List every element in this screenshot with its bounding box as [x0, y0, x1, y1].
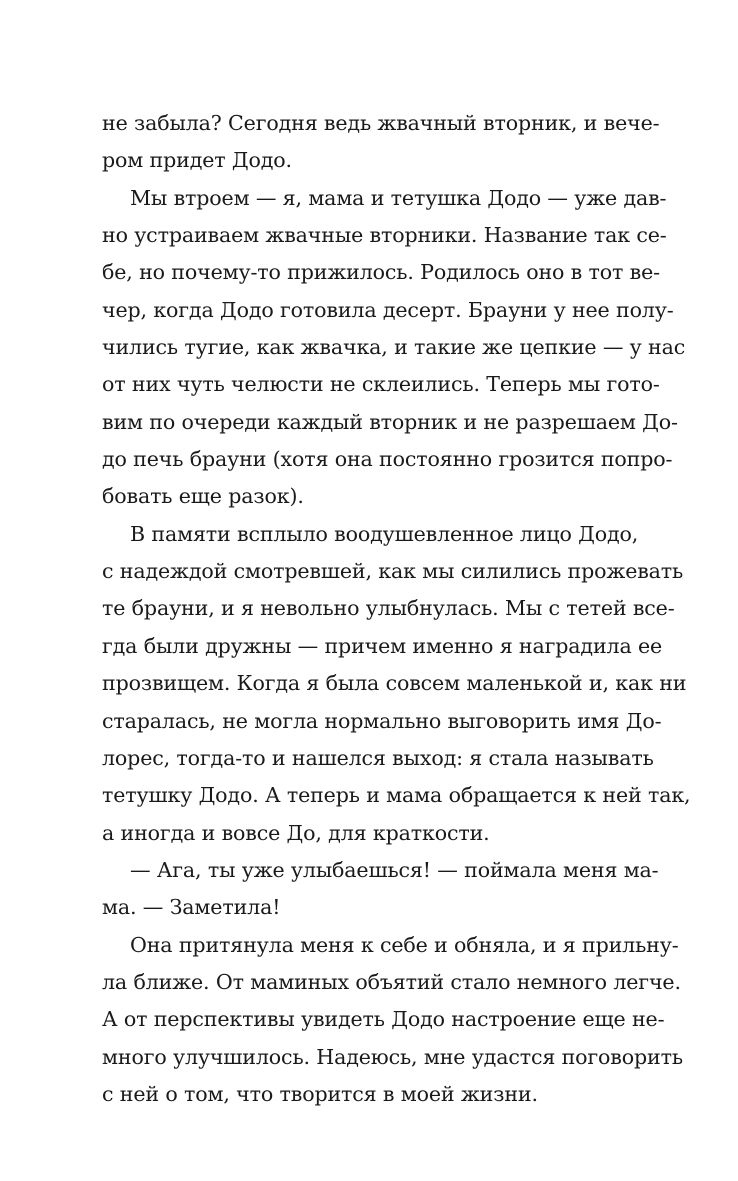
- text-line: старалась, не могла нормально выговорить имя До-: [102, 708, 662, 733]
- text-line: те брауни, и я невольно улыбнулась. Мы с тетей все-: [102, 596, 675, 621]
- text-line: А от перспективы увидеть Додо настроение еще не-: [102, 1007, 665, 1032]
- text-line: тетушку Додо. А теперь и мама обращается к ней так,: [102, 783, 691, 808]
- text-line: гда были дружны — причем именно я наградила ее: [102, 633, 663, 658]
- text-line: чились тугие, как жвачка, и такие же цепкие — у нас: [102, 335, 686, 360]
- paragraph: [102, 927, 683, 1114]
- text-line: с надеждой смотревшей, как мы силились прожевать: [102, 559, 684, 584]
- text-line: — Ага, ты уже улыбаешься! — поймала меня ма-: [130, 857, 659, 882]
- text-line: вим по очереди каждый вторник и не разрешаем До-: [102, 409, 678, 434]
- text-line: не забыла? Сегодня ведь жвачный вторник, и вече-: [102, 111, 660, 135]
- text-line: до печь брауни (хотя она постоянно грозится попро-: [102, 447, 673, 472]
- text-line: ла ближе. От маминых объятий стало немного легче.: [102, 969, 681, 994]
- paragraph: [102, 105, 660, 180]
- text-line: с ней о том, что творится в моей жизни.: [102, 1081, 538, 1106]
- paragraph: [102, 516, 691, 852]
- text-line: ма. — Заметила!: [102, 895, 281, 920]
- text-line: Она притянула меня к себе и обняла, и я прильну-: [130, 932, 679, 957]
- text-line: бовать еще разок).: [102, 484, 304, 509]
- text-line: чер, когда Додо готовила десерт. Брауни у нее полу-: [102, 297, 674, 322]
- text-line: Мы втроем — я, мама и тетушка Додо — уже дав-: [130, 185, 667, 210]
- text-line: прозвищем. Когда я была совсем маленькой и, как ни: [102, 671, 687, 696]
- text-line: ром придет Додо.: [102, 148, 292, 173]
- text-line: но устраиваем жвачные вторники. Название так се-: [102, 223, 667, 248]
- dialogue-paragraph: [102, 852, 659, 927]
- text-line: лорес, тогда-то и нашелся выход: я стала называть: [102, 745, 654, 770]
- text-line: В памяти всплыло воодушевленное лицо Додо,: [130, 521, 639, 546]
- paragraph: [102, 180, 686, 516]
- text-line: а иногда и вовсе До, для краткости.: [102, 820, 490, 845]
- text-line: много улучшилось. Надеюсь, мне удастся поговорить: [102, 1044, 683, 1069]
- text-line: бе, но почему-то прижилось. Родилось оно в тот ве-: [102, 260, 660, 285]
- page-body-text: [102, 105, 691, 1113]
- text-line: от них чуть челюсти не склеились. Теперь мы гото-: [102, 372, 660, 397]
